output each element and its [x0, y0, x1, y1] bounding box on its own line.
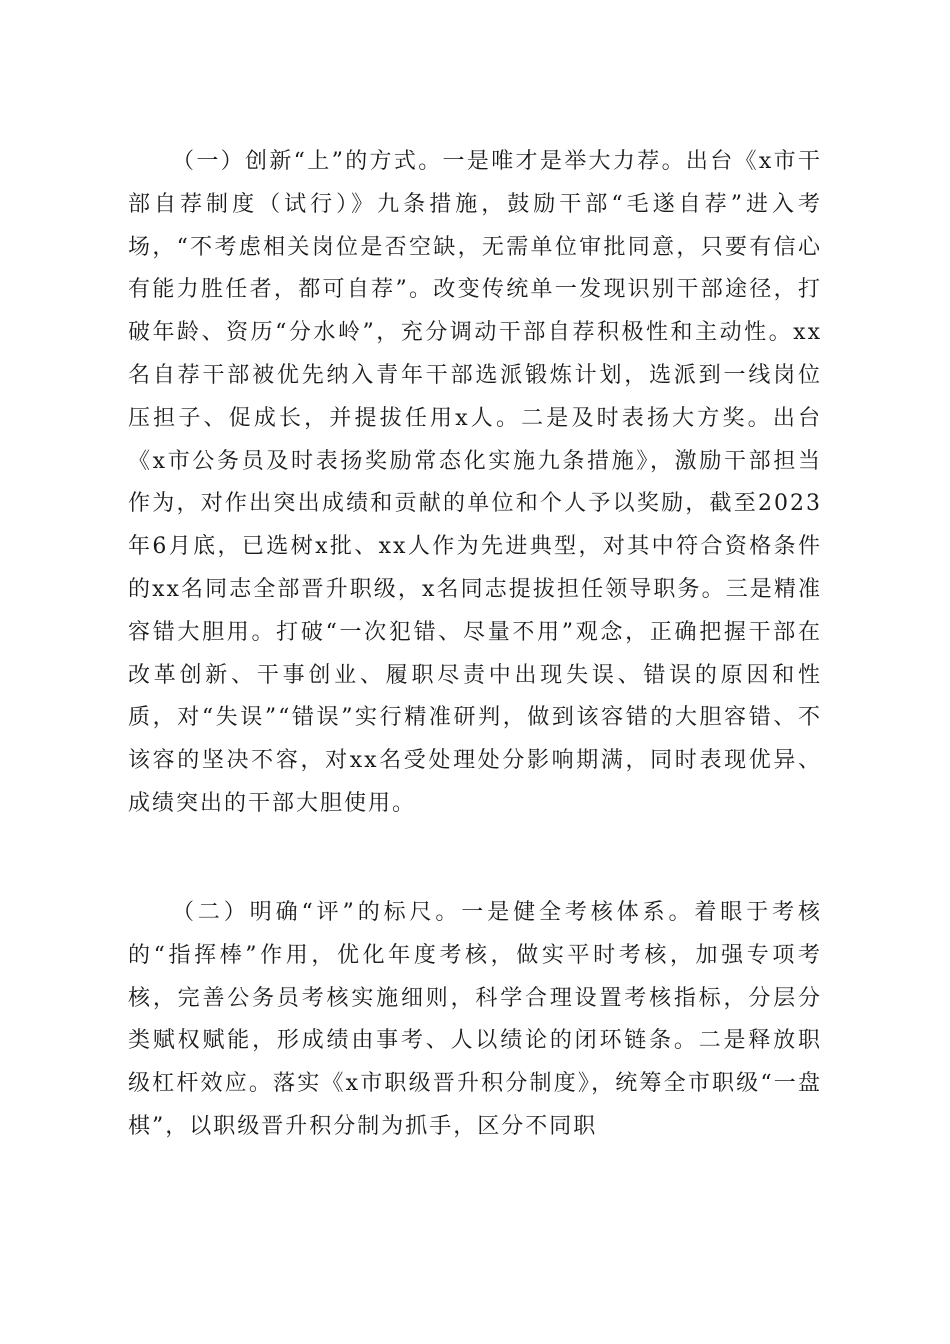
paragraph-innovation-promotion: （一）创新“上”的方式。一是唯才是举大力荐。出台《x市干部自荐制度（试行）》九条措施，鼓励干部“毛遂自荐”进入考场，“不考虑相关岗位是否空缺，无需单位审批同意，只要有信心有能力胜任者，都可自荐”。改变传统单一发现识别干部途径，打破年龄、资历“分水岭”，充分调动干部自荐积极性和主动性。xx名自荐干部被优先纳入青年干部选派锻炼计划，选派到一线岗位压担子、促成长，并提拔任用x人。二是及时表扬大方奖。出台《x市公务员及时表扬奖励常态化实施九条措施》，激励干部担当作为，对作出突出成绩和贡献的单位和个人予以奖励，截至2023年6月底，已选树x批、xx人作为先进典型，对其中符合资格条件的xx名同志全部晋升职级，x名同志提拔担任领导职务。三是精准容错大胆用。打破“一次犯错、尽量不用”观念，正确把握干部在改革创新、干事创业、履职尽责中出现失误、错误的原因和性质，对“失误”“错误”实行精准研判，做到该容错的大胆容错、不该容的坚决不容，对xx名受处理处分影响期满，同时表现优异、成绩突出的干部大胆使用。 [128, 149, 822, 816]
paragraph-evaluation-standard: （二）明确“评”的标尺。一是健全考核体系。着眼于考核的“指挥棒”作用，优化年度考核，做实平时考核，加强专项考核，完善公务员考核实施细则，科学合理设置考核指标，分层分类赋权赋能，形成绩由事考、人以绩论的闭环链条。二是释放职级杠杆效应。落实《x市职级晋升积分制度》，统筹全市职级“一盘棋”，以职级晋升积分制为抓手，区分不同职 [128, 900, 822, 1139]
